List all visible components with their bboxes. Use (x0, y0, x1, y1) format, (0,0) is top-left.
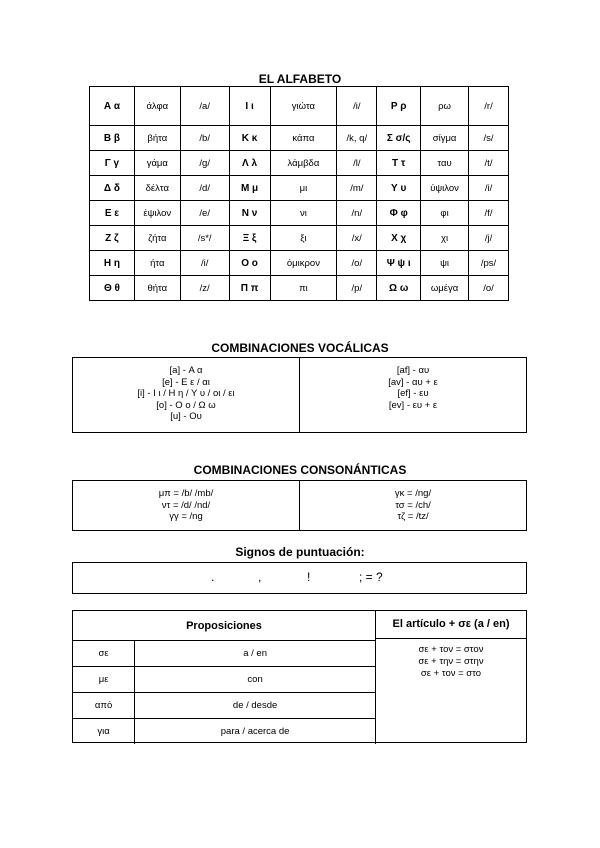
pronunciation-cell: /s*/ (180, 226, 229, 251)
letter-cell: Τ τ (377, 151, 421, 176)
letter-name-cell: ξι (270, 226, 337, 251)
preposition-row (73, 667, 376, 693)
preposition-spanish: de / desde (135, 693, 376, 719)
consonants-title: COMBINACIONES CONSONÁNTICAS (193, 463, 407, 477)
punct-semicolon-question: ; = ? (359, 570, 383, 584)
combination-line: τζ = /tz/ (397, 511, 429, 522)
letter-cell: Φ φ (377, 201, 421, 226)
article-header: El artículo + σε (a / en) (376, 611, 526, 639)
combination-line: [e] - Ε ε / αι (162, 376, 210, 388)
alphabet-row (90, 176, 509, 201)
preposition-row (73, 693, 376, 719)
pronunciation-cell: /o/ (337, 251, 377, 276)
pronunciation-cell: /p/ (337, 276, 377, 301)
combination-line: σε + τον = στο (420, 668, 482, 679)
letter-name-cell: γάμα (134, 151, 180, 176)
letter-name-cell: ωμέγα (421, 276, 469, 301)
combination-line: γκ = /ng/ (394, 488, 432, 499)
combination-line: σε + την = στην (418, 656, 484, 667)
punct-period: . (211, 570, 215, 584)
letter-cell: Θ θ (90, 276, 135, 301)
letter-name-cell: βήτα (134, 126, 180, 151)
punct-exclamation: ! (307, 570, 311, 584)
pronunciation-cell: /g/ (180, 151, 229, 176)
letter-name-cell: ταυ (421, 151, 469, 176)
alphabet-row (90, 87, 509, 126)
pronunciation-cell: /z/ (180, 276, 229, 301)
alphabet-table (89, 86, 509, 301)
letter-name-cell: σίγμα (421, 126, 469, 151)
letter-cell: Χ χ (377, 226, 421, 251)
preposition-spanish: a / en (135, 641, 376, 667)
alphabet-row (90, 151, 509, 176)
preposition-row (73, 719, 376, 745)
letter-cell: Ζ ζ (90, 226, 135, 251)
combination-line: [o] - Ο ο / Ω ω (156, 399, 216, 411)
preposition-greek: για (73, 719, 135, 745)
letter-name-cell: νι (270, 201, 337, 226)
letter-cell: Ψ ψ ι (377, 251, 421, 276)
combination-line: μπ = /b/ /mb/ (158, 488, 214, 499)
combination-line: [a] - Α α (169, 365, 203, 376)
pronunciation-cell: /l/ (337, 151, 377, 176)
letter-name-cell: ρω (421, 87, 469, 126)
pronunciation-cell: /d/ (180, 176, 229, 201)
pronunciation-cell: /a/ (180, 87, 229, 126)
letter-name-cell: θήτα (134, 276, 180, 301)
punctuation-box (72, 562, 527, 594)
vowels-box (72, 357, 527, 433)
article-lines (376, 644, 526, 680)
letter-cell: Π π (229, 276, 270, 301)
pronunciation-cell: /n/ (337, 201, 377, 226)
pronunciation-cell: /m/ (337, 176, 377, 201)
letter-cell: Ν ν (229, 201, 270, 226)
letter-name-cell: φι (421, 201, 469, 226)
preposition-row (73, 641, 376, 667)
letter-cell: Υ υ (377, 176, 421, 201)
pronunciation-cell: /s/ (469, 126, 509, 151)
letter-name-cell: πι (270, 276, 337, 301)
combination-line: τσ = /ch/ (395, 499, 431, 511)
alphabet-title: EL ALFABETO (258, 72, 342, 86)
combination-line: [u] - Ου (170, 411, 202, 422)
letter-cell: Σ σ/ς (377, 126, 421, 151)
preposition-spanish: con (135, 667, 376, 693)
combination-line: [i] - Ι ι / Η η / Υ υ / οι / ει (137, 388, 235, 399)
alphabet-row (90, 251, 509, 276)
vowels-right-column (299, 358, 526, 432)
pronunciation-cell: /o/ (469, 276, 509, 301)
pronunciation-cell: /k, q/ (337, 126, 377, 151)
letter-cell: Η η (90, 251, 135, 276)
prepositions-table (73, 611, 376, 744)
letter-cell: Ε ε (90, 201, 135, 226)
pronunciation-cell: /j/ (469, 226, 509, 251)
letter-cell: Ω ω (377, 276, 421, 301)
preposition-spanish: para / acerca de (135, 719, 376, 745)
alphabet-row (90, 276, 509, 301)
letter-name-cell: κάπα (270, 126, 337, 151)
letter-name-cell: έψιλον (134, 201, 180, 226)
preposition-greek: από (73, 693, 135, 719)
letter-cell: Ι ι (229, 87, 270, 126)
letter-cell: Ρ ρ (377, 87, 421, 126)
letter-cell: Λ λ (229, 151, 270, 176)
combination-line: γγ = /ng (169, 511, 203, 522)
prepositions-box (72, 610, 527, 743)
preposition-greek: σε (73, 641, 135, 667)
combination-line: [av] - αυ + ε (388, 376, 438, 388)
vowels-left-column (73, 358, 299, 432)
pronunciation-cell: /ps/ (469, 251, 509, 276)
pronunciation-cell: /i/ (180, 251, 229, 276)
letter-cell: Γ γ (90, 151, 135, 176)
combination-line: ντ = /d/ /nd/ (161, 499, 211, 511)
letter-cell: Ο ο (229, 251, 270, 276)
letter-cell: Α α (90, 87, 135, 126)
letter-cell: Δ δ (90, 176, 135, 201)
punct-comma: , (258, 570, 262, 584)
prepositions-header: Proposiciones (73, 611, 376, 641)
letter-name-cell: ψι (421, 251, 469, 276)
letter-cell: Ξ ξ (229, 226, 270, 251)
pronunciation-cell: /b/ (180, 126, 229, 151)
pronunciation-cell: /t/ (469, 151, 509, 176)
combination-line: [ef] - ευ (397, 388, 429, 399)
consonants-box (72, 480, 527, 531)
pronunciation-cell: /x/ (337, 226, 377, 251)
letter-name-cell: ήτα (134, 251, 180, 276)
letter-name-cell: ύψιλον (421, 176, 469, 201)
alphabet-row (90, 201, 509, 226)
letter-name-cell: λάμβδα (270, 151, 337, 176)
alphabet-row (90, 126, 509, 151)
preposition-greek: με (73, 667, 135, 693)
consonants-left-column (73, 481, 299, 530)
combination-line: [af] - αυ (396, 365, 430, 376)
alphabet-row (90, 226, 509, 251)
combination-line: σε + τον = στον (418, 644, 484, 655)
letter-name-cell: χι (421, 226, 469, 251)
consonants-right-column (299, 481, 526, 530)
letter-name-cell: όμικρον (270, 251, 337, 276)
letter-name-cell: άλφα (134, 87, 180, 126)
pronunciation-cell: /i/ (337, 87, 377, 126)
letter-cell: Κ κ (229, 126, 270, 151)
letter-name-cell: γιώτα (270, 87, 337, 126)
letter-name-cell: δέλτα (134, 176, 180, 201)
letter-cell: Μ μ (229, 176, 270, 201)
pronunciation-cell: /r/ (469, 87, 509, 126)
letter-name-cell: ζήτα (134, 226, 180, 251)
punctuation-title: Signos de puntuación: (235, 545, 365, 559)
pronunciation-cell: /i/ (469, 176, 509, 201)
pronunciation-cell: /e/ (180, 201, 229, 226)
letter-cell: Β β (90, 126, 135, 151)
pronunciation-cell: /f/ (469, 201, 509, 226)
letter-name-cell: μι (270, 176, 337, 201)
vowels-title: COMBINACIONES VOCÁLICAS (211, 341, 389, 355)
combination-line: [ev] - ευ + ε (388, 399, 438, 411)
